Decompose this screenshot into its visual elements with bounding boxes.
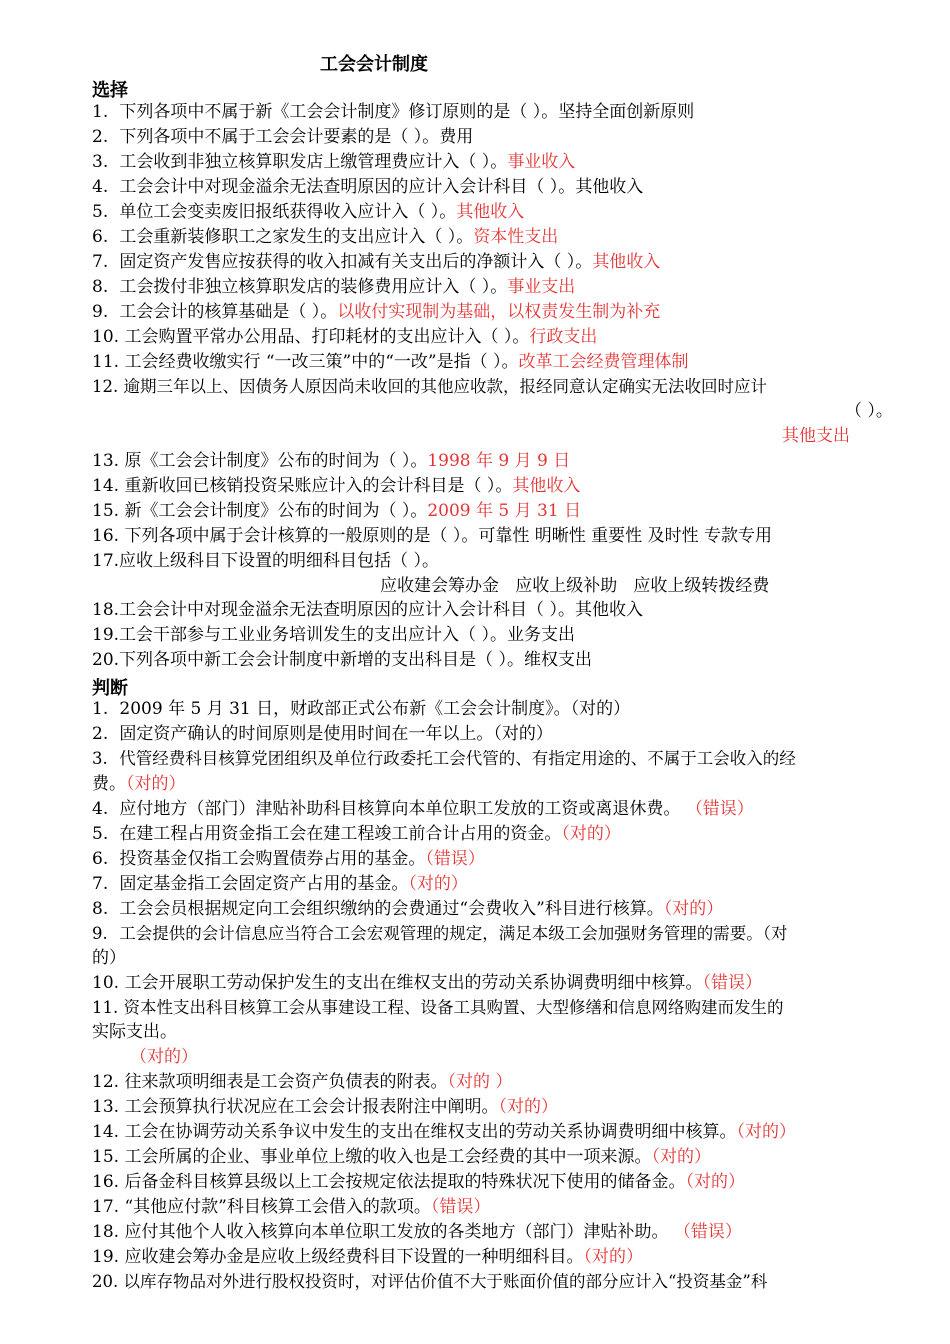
item-answer: 业务支出 <box>506 625 575 645</box>
item-number: 12. <box>92 1072 120 1092</box>
item-answer: 行政支出 <box>529 327 598 347</box>
item-verdict: （对的） <box>561 824 621 844</box>
item-number: 18. <box>92 1222 120 1242</box>
item-number: 15. <box>92 1147 120 1167</box>
judge-item <box>92 1171 745 1193</box>
item-answer: 其他支出 <box>782 426 850 446</box>
judge-item <box>92 972 762 994</box>
item-number: 5. <box>92 824 109 844</box>
item-number: 20. <box>92 1272 119 1291</box>
item-statement: 应收建会筹办金是应收上级经费科目下设置的一种明细科目。 <box>124 1247 584 1267</box>
item-question: 工会会计的核算基础是（ ）。 <box>119 302 338 322</box>
item-answer: 资本性支出 <box>473 227 559 247</box>
item-statement: 往来款项明细表是工会资产负债表的附表。 <box>124 1072 448 1092</box>
item-verdict: （错误） <box>425 849 485 869</box>
item-number: 1. <box>92 102 109 122</box>
choice-item <box>92 326 597 348</box>
item-statement: 在建工程占用资金指工会在建工程竣工前合计占用的资金。 <box>119 824 562 844</box>
item-number: 11. <box>92 352 120 372</box>
item-question: 原《工会会计制度》公布的时间为（ ）。 <box>124 451 428 471</box>
item-number: 7. <box>92 874 109 894</box>
section-heading-judge: 判断 <box>92 678 128 699</box>
choice-item-continuation: （ ）。 <box>845 401 893 421</box>
item-answer: 事业支出 <box>507 277 576 297</box>
choice-item <box>92 624 575 646</box>
judge-item <box>92 997 784 1019</box>
judge-item <box>92 1146 711 1168</box>
judge-item <box>92 848 485 870</box>
choice-item <box>92 151 575 173</box>
item-question: 工会会计中对现金溢余无法查明原因的应计入会计科目（ ）。 <box>119 600 575 620</box>
item-question: 下列各项中新工会会计制度中新增的支出科目是（ ）。 <box>119 650 524 670</box>
item-question: 单位工会变卖废旧报纸获得收入应计入（ ）。 <box>119 202 457 222</box>
item-number: 8. <box>92 899 109 919</box>
item-statement: 应付地方（部门）津贴补助科目核算向本单位职工发放的工资或离退休费。 <box>119 799 686 819</box>
item-verdict: （对的） <box>736 1122 796 1142</box>
item-number: 5. <box>92 202 109 222</box>
judge-item <box>92 1271 767 1293</box>
judge-item <box>92 748 796 770</box>
item-number: 6. <box>92 849 109 869</box>
item-statement: 应付其他个人收入核算向本单位职工发放的各类地方（部门）津贴补助。 <box>124 1222 674 1242</box>
item-number: 4. <box>92 799 109 819</box>
item-number: 3. <box>92 749 108 768</box>
judge-item <box>92 923 788 945</box>
item-answer: 以收付实现制为基础，以权责发生制为补充 <box>337 302 661 322</box>
item-verdict: （错误） <box>430 1197 491 1217</box>
item-number: 3. <box>92 152 109 172</box>
choice-item <box>92 475 580 497</box>
section-heading-choice: 选择 <box>92 80 128 101</box>
item-question: 下列各项中属于会计核算的一般原则的是（ ）。 <box>124 526 479 546</box>
judge-item <box>92 823 621 845</box>
item-number: 17. <box>92 1197 120 1217</box>
item-question: 工会会计中对现金溢余无法查明原因的应计入会计科目（ ）。 <box>119 177 576 197</box>
item-number: 13. <box>92 451 120 471</box>
item-statement: “其他应付款”科目核算工会借入的款项。 <box>124 1197 431 1217</box>
judge-item-continuation <box>92 773 186 795</box>
choice-item <box>92 599 643 621</box>
item-question: 工会收到非独立核算职发店上缴管理费应计入（ ）。 <box>119 152 508 172</box>
item-verdict: （错误） <box>673 1222 742 1242</box>
choice-item <box>92 525 772 547</box>
item-number: 15. <box>92 501 120 521</box>
item-statement: 费。 <box>92 774 126 794</box>
choice-item <box>92 276 575 298</box>
item-answer: 其他收入 <box>512 476 581 496</box>
choice-item <box>92 176 643 198</box>
item-number: 12. <box>92 377 119 396</box>
item-number: 8. <box>92 277 109 297</box>
item-answer: 费用 <box>439 127 474 147</box>
choice-item <box>92 226 558 248</box>
document-title: 工会会计制度 <box>320 54 428 75</box>
item-verdict: （错误） <box>702 973 762 993</box>
item-number: 14. <box>92 1122 120 1142</box>
judge-item <box>92 1196 490 1218</box>
item-statement: 以库存物品对外进行股权投资时，对评估价值不大于账面价值的部分应计入“投资基金”科 <box>123 1272 768 1291</box>
item-verdict: （对的） <box>498 1097 558 1117</box>
item-verdict: （对的 ） <box>447 1072 513 1092</box>
item-verdict: （对的） <box>408 874 468 894</box>
judge-item <box>92 1246 643 1268</box>
item-question: 工会拨付非独立核算职发店的装修费用应计入（ ）。 <box>119 277 508 297</box>
item-answer: 应收建会筹办金 应收上级补助 应收上级转拨经费 <box>380 576 770 596</box>
item-number: 16. <box>92 526 120 546</box>
item-number: 19. <box>92 625 120 645</box>
choice-item <box>92 500 581 522</box>
judge-item <box>92 1221 742 1243</box>
item-number: 10. <box>92 327 120 347</box>
item-answer: 其他收入 <box>456 202 525 222</box>
item-statement: 工会所属的企业、事业单位上缴的收入也是工会经费的其中一项来源。 <box>124 1147 652 1167</box>
item-number: 1. <box>92 699 109 719</box>
judge-item <box>92 898 723 920</box>
item-answer: 事业收入 <box>507 152 576 172</box>
item-answer: 其他收入 <box>575 177 644 197</box>
judge-item <box>92 698 630 720</box>
item-verdict: （对的） <box>651 1147 711 1167</box>
item-number: 6. <box>92 227 109 247</box>
item-statement: 工会提供的会计信息应当符合工会宏观管理的规定，满足本级工会加强财务管理的需要。（对 <box>119 924 788 943</box>
item-question: 工会购置平常办公用品、打印耗材的支出应计入（ ）。 <box>124 327 530 347</box>
item-question: 下列各项中不属于工会会计要素的是（ ）。 <box>119 127 440 147</box>
judge-item <box>92 1071 512 1093</box>
judge-item <box>92 1121 796 1143</box>
item-statement: 工会会员根据规定向工会组织缴纳的会费通过“会费收入”科目进行核算。 <box>119 899 664 919</box>
choice-item <box>92 351 689 373</box>
item-statement: 投资基金仅指工会购置债券占用的基金。 <box>119 849 426 869</box>
item-number: 7. <box>92 252 109 272</box>
item-question: 应收上级科目下设置的明细科目包括（ ）。 <box>119 551 439 571</box>
item-answer: 1998 年 9 月 9 日 <box>427 451 571 471</box>
choice-item <box>92 376 767 398</box>
item-question: 工会重新装修职工之家发生的支出应计入（ ）。 <box>119 227 474 247</box>
item-statement: 资本性支出科目核算工会从事建设工程、设备工具购置、大型修缮和信息网络购建而发生的 <box>123 998 784 1017</box>
item-question: 重新收回已核销投资呆账应计入的会计科目是（ ）。 <box>124 476 513 496</box>
item-number: 18. <box>92 600 120 620</box>
choice-item <box>92 301 660 323</box>
item-verdict: （对的） <box>663 899 724 919</box>
item-verdict: （对的） <box>126 774 186 794</box>
item-number: 10. <box>92 973 120 993</box>
item-verdict: （对的） <box>685 1172 745 1192</box>
item-number: 19. <box>92 1247 120 1267</box>
item-verdict: （错误） <box>685 799 754 819</box>
item-number: 20. <box>92 650 120 670</box>
choice-item <box>92 450 570 472</box>
item-statement: 工会开展职工劳动保护发生的支出在维权支出的劳动关系协调费明细中核算。 <box>124 973 703 993</box>
item-statement: 工会预算执行状况应在工会会计报表附注中阐明。 <box>124 1097 499 1117</box>
item-question: 新《工会会计制度》公布的时间为（ ）。 <box>124 501 428 521</box>
item-answer: 维权支出 <box>523 650 592 670</box>
item-answer: 其他收入 <box>592 252 661 272</box>
item-verdict: （对的） <box>583 1247 643 1267</box>
judge-item-continuation: 的） <box>92 948 126 968</box>
item-question: 固定资产发售应按获得的收入扣减有关支出后的净额计入（ ）。 <box>119 252 593 272</box>
choice-item <box>92 101 694 123</box>
item-question: 工会干部参与工业业务培训发生的支出应计入（ ）。 <box>119 625 507 645</box>
item-number: 4. <box>92 177 109 197</box>
item-question: 逾期三年以上、因债务人原因尚未收回的其他应收款，报经同意认定确实无法收回时应计 <box>123 377 767 396</box>
item-number: 13. <box>92 1097 120 1117</box>
item-number: 16. <box>92 1172 120 1192</box>
item-statement: 固定资产确认的时间原则是使用时间在一年以上。（对的） <box>119 724 553 744</box>
judge-item <box>92 798 754 820</box>
item-answer: 其他收入 <box>574 600 643 620</box>
item-answer: 坚持全面创新原则 <box>558 102 695 122</box>
item-number: 17. <box>92 551 120 571</box>
item-answer: 改革工会经费管理体制 <box>518 352 689 372</box>
choice-item <box>92 201 524 223</box>
item-statement: 2009 年 5 月 31 日，财政部正式公布新《工会会计制度》。（对的） <box>119 699 631 719</box>
item-answer: 可靠性 明晰性 重要性 及时性 专款专用 <box>478 526 772 546</box>
item-number: 9. <box>92 924 108 943</box>
item-number: 11. <box>92 998 119 1017</box>
judge-item <box>92 1096 558 1118</box>
judge-item-continuation: 实际支出。 <box>92 1022 177 1042</box>
item-number: 9. <box>92 302 109 322</box>
item-statement: 后备金科目核算县级以上工会按规定依法提取的特殊状况下使用的储备金。 <box>124 1172 686 1192</box>
judge-item <box>92 723 553 745</box>
choice-item <box>92 126 473 148</box>
choice-item <box>92 649 592 671</box>
item-question: 下列各项中不属于新《工会会计制度》修订原则的是（ ）。 <box>119 102 559 122</box>
item-statement: 工会在协调劳动关系争议中发生的支出在维权支出的劳动关系协调费明细中核算。 <box>124 1122 737 1142</box>
item-number: 2. <box>92 127 109 147</box>
choice-item <box>92 550 439 572</box>
judge-item <box>92 873 468 895</box>
item-statement: 固定基金指工会固定资产占用的基金。 <box>119 874 409 894</box>
item-statement: 代管经费科目核算党团组织及单位行政委托工会代管的、有指定用途的、不属于工会收入的经 <box>119 749 796 768</box>
item-number: 2. <box>92 724 109 744</box>
item-question: 工会经费收缴实行 “一改三策”中的“一改”是指（ ）。 <box>124 352 519 372</box>
item-number: 14. <box>92 476 120 496</box>
choice-item <box>92 251 660 273</box>
item-verdict: （对的） <box>130 1047 198 1067</box>
item-answer: 2009 年 5 月 31 日 <box>427 501 582 521</box>
